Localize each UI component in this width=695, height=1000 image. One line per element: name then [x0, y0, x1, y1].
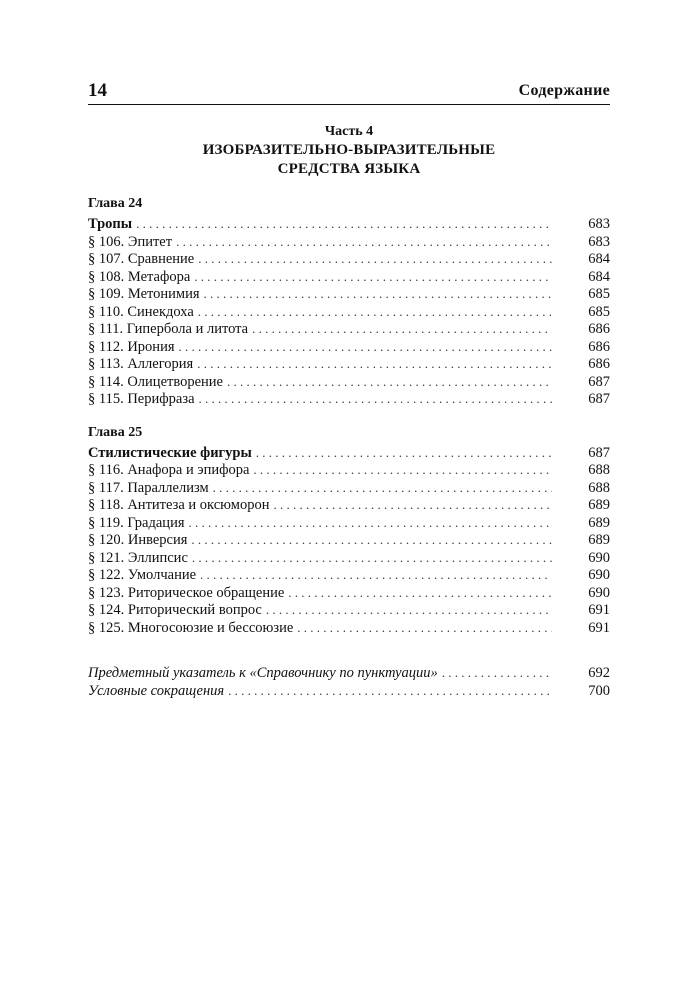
entry-title: Тропы [88, 216, 133, 232]
toc-entry[interactable] [88, 233, 610, 251]
toc-entry[interactable] [88, 496, 610, 514]
entry-page-number: 687 [588, 373, 610, 390]
entry-title: § 122. Умолчание [88, 567, 197, 583]
dot-leader [200, 285, 552, 303]
entry-page-number: 686 [588, 338, 610, 355]
entry-title: § 117. Параллелизм [88, 479, 209, 496]
toc-entry[interactable] [88, 320, 610, 338]
entry-title: Предметный указатель к «Справочнику по пунктуации» [88, 665, 438, 681]
dot-leader [194, 303, 552, 321]
dot-leader [224, 682, 552, 700]
entry-title: § 107. Сравнение [88, 251, 195, 267]
back-matter-list [88, 664, 610, 699]
dot-leader [195, 390, 553, 408]
entry-title: § 112. Ирония [88, 338, 175, 355]
dot-leader [209, 479, 552, 497]
toc-entry[interactable] [88, 619, 610, 637]
entry-page-number: 690 [588, 567, 610, 583]
dot-leader [188, 549, 552, 567]
entry-page-number: 689 [588, 514, 610, 531]
toc-entry[interactable] [88, 531, 610, 549]
toc-entry[interactable] [88, 338, 610, 356]
toc-list [88, 215, 610, 408]
chapters-container [88, 195, 610, 636]
dot-leader [269, 496, 552, 514]
entry-page-number: 690 [588, 549, 610, 566]
back-matter-entry[interactable] [88, 664, 610, 682]
toc-entry[interactable] [88, 390, 610, 408]
entry-page-number: 686 [588, 321, 610, 337]
document-page [88, 78, 610, 699]
page-header [88, 78, 610, 105]
dot-leader [252, 444, 552, 462]
chapter-heading-entry[interactable] [88, 444, 610, 462]
toc-list [88, 444, 610, 637]
dot-leader [196, 566, 552, 584]
toc-entry[interactable] [88, 373, 610, 391]
entry-title: § 114. Олицетворение [88, 373, 223, 390]
entry-title: § 110. Синекдоха [88, 303, 194, 320]
entry-title: § 111. Гипербола и литота [88, 321, 249, 337]
toc-entry[interactable] [88, 479, 610, 497]
entry-page-number: 692 [588, 665, 610, 681]
chapter-label: Глава 25 [88, 424, 143, 440]
chapter-section [88, 424, 610, 637]
chapter-heading-entry[interactable] [88, 215, 610, 233]
dot-leader [193, 355, 552, 373]
part-heading [88, 123, 610, 179]
entry-page-number: 700 [588, 682, 610, 699]
entry-page-number: 691 [588, 602, 610, 618]
toc-entry[interactable] [88, 355, 610, 373]
entry-page-number: 683 [588, 233, 610, 250]
dot-leader [438, 664, 552, 682]
toc-entry[interactable] [88, 514, 610, 532]
entry-title: § 115. Перифраза [88, 391, 195, 407]
toc-entry[interactable] [88, 285, 610, 303]
chapter-label: Глава 24 [88, 196, 143, 211]
dot-leader [185, 514, 553, 532]
entry-title: Стилистические фигуры [88, 444, 252, 461]
entry-page-number: 687 [588, 391, 610, 407]
entry-title: § 121. Эллипсис [88, 549, 188, 566]
toc-entry[interactable] [88, 566, 610, 584]
dot-leader [249, 461, 552, 479]
entry-title: § 119. Градация [88, 514, 185, 531]
dot-leader [262, 601, 552, 619]
entry-title: § 116. Анафора и эпифора [88, 462, 250, 478]
dot-leader [132, 215, 552, 233]
toc-entry[interactable] [88, 584, 610, 602]
entry-title: § 109. Метонимия [88, 286, 200, 302]
entry-page-number: 687 [588, 444, 610, 461]
toc-entry[interactable] [88, 303, 610, 321]
entry-page-number: 683 [588, 216, 610, 232]
toc-entry[interactable] [88, 461, 610, 479]
dot-leader [223, 373, 552, 391]
running-head: Содержание [518, 82, 610, 99]
entry-title: § 108. Метафора [88, 268, 191, 285]
entry-page-number: 688 [588, 479, 610, 496]
back-matter-entry[interactable] [88, 682, 610, 700]
toc-entry[interactable] [88, 250, 610, 268]
entry-page-number: 684 [588, 251, 610, 267]
entry-title: § 123. Риторическое обращение [88, 584, 285, 601]
dot-leader [284, 584, 552, 602]
entry-page-number: 685 [588, 303, 610, 320]
toc-entry[interactable] [88, 549, 610, 567]
page-number: 14 [88, 80, 107, 101]
entry-title: § 120. Инверсия [88, 532, 188, 548]
chapter-section [88, 195, 610, 408]
entry-page-number: 691 [588, 619, 610, 636]
toc-entry[interactable] [88, 601, 610, 619]
dot-leader [187, 531, 552, 549]
dot-leader [172, 233, 552, 251]
entry-page-number: 689 [588, 497, 610, 513]
entry-page-number: 684 [588, 268, 610, 285]
entry-title: § 106. Эпитет [88, 233, 173, 250]
entry-page-number: 686 [588, 356, 610, 372]
entry-page-number: 685 [588, 286, 610, 302]
entry-title: § 125. Многосоюзие и бессоюзие [88, 619, 294, 636]
toc-entry[interactable] [88, 268, 610, 286]
entry-page-number: 690 [588, 584, 610, 601]
dot-leader [248, 320, 552, 338]
entry-title: Условные сокращения [88, 682, 225, 699]
entry-page-number: 688 [588, 462, 610, 478]
entry-page-number: 689 [588, 532, 610, 548]
dot-leader [194, 250, 552, 268]
dot-leader [190, 268, 552, 286]
part-label: Часть 4 [324, 124, 374, 139]
entry-title: § 118. Антитеза и оксюморон [88, 497, 270, 513]
dot-leader [293, 619, 552, 637]
dot-leader [175, 338, 553, 356]
entry-title: § 124. Риторический вопрос [88, 602, 262, 618]
entry-title: § 113. Аллегория [88, 356, 194, 372]
part-title-line-1: ИЗОБРАЗИТЕЛЬНО-ВЫРАЗИТЕЛЬНЫЕ [202, 142, 496, 158]
part-title-line-2: СРЕДСТВА ЯЗЫКА [277, 161, 421, 177]
